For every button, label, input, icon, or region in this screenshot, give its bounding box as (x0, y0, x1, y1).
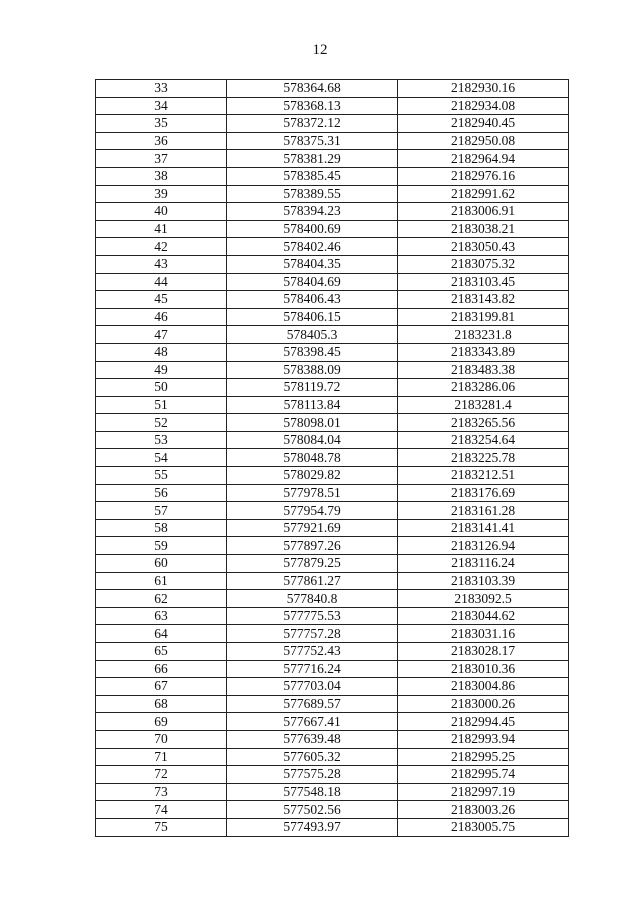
point-number-cell: 71 (96, 748, 227, 766)
point-number-cell: 37 (96, 150, 227, 168)
x-coordinate-cell: 578098.01 (227, 414, 398, 432)
x-coordinate-cell: 577752.43 (227, 643, 398, 661)
point-number-cell: 49 (96, 361, 227, 379)
y-coordinate-cell: 2183212.51 (398, 467, 569, 485)
x-coordinate-cell: 577879.25 (227, 555, 398, 573)
y-coordinate-cell: 2183010.36 (398, 660, 569, 678)
point-number-cell: 42 (96, 238, 227, 256)
point-number-cell: 52 (96, 414, 227, 432)
table-row (96, 343, 569, 361)
y-coordinate-cell: 2183141.41 (398, 519, 569, 537)
x-coordinate-cell: 578119.72 (227, 379, 398, 397)
table-row (96, 132, 569, 150)
y-coordinate-cell: 2182995.25 (398, 748, 569, 766)
table-row (96, 115, 569, 133)
x-coordinate-cell: 577716.24 (227, 660, 398, 678)
x-coordinate-cell: 578372.12 (227, 115, 398, 133)
point-number-cell: 68 (96, 695, 227, 713)
point-number-cell: 34 (96, 97, 227, 115)
y-coordinate-cell: 2183116.24 (398, 555, 569, 573)
table-row (96, 414, 569, 432)
point-number-cell: 67 (96, 678, 227, 696)
point-number-cell: 72 (96, 766, 227, 784)
point-number-cell: 61 (96, 572, 227, 590)
y-coordinate-cell: 2182940.45 (398, 115, 569, 133)
table-row (96, 185, 569, 203)
x-coordinate-cell: 577689.57 (227, 695, 398, 713)
y-coordinate-cell: 2183103.39 (398, 572, 569, 590)
table-row (96, 379, 569, 397)
x-coordinate-cell: 578394.23 (227, 203, 398, 221)
table-row (96, 97, 569, 115)
x-coordinate-cell: 578400.69 (227, 220, 398, 238)
y-coordinate-cell: 2183103.45 (398, 273, 569, 291)
table-row (96, 255, 569, 273)
table-row (96, 291, 569, 309)
point-number-cell: 58 (96, 519, 227, 537)
y-coordinate-cell: 2183005.75 (398, 818, 569, 836)
y-coordinate-cell: 2183006.91 (398, 203, 569, 221)
point-number-cell: 53 (96, 431, 227, 449)
x-coordinate-cell: 578368.13 (227, 97, 398, 115)
y-coordinate-cell: 2183286.06 (398, 379, 569, 397)
table-row (96, 607, 569, 625)
y-coordinate-cell: 2182997.19 (398, 783, 569, 801)
x-coordinate-cell: 577757.28 (227, 625, 398, 643)
point-number-cell: 44 (96, 273, 227, 291)
point-number-cell: 47 (96, 326, 227, 344)
x-coordinate-cell: 578402.46 (227, 238, 398, 256)
point-number-cell: 41 (96, 220, 227, 238)
x-coordinate-cell: 577921.69 (227, 519, 398, 537)
y-coordinate-cell: 2182950.08 (398, 132, 569, 150)
point-number-cell: 48 (96, 343, 227, 361)
x-coordinate-cell: 578029.82 (227, 467, 398, 485)
point-number-cell: 56 (96, 484, 227, 502)
y-coordinate-cell: 2183031.16 (398, 625, 569, 643)
x-coordinate-cell: 578375.31 (227, 132, 398, 150)
y-coordinate-cell: 2183161.28 (398, 502, 569, 520)
point-number-cell: 62 (96, 590, 227, 608)
y-coordinate-cell: 2183343.89 (398, 343, 569, 361)
table-row (96, 361, 569, 379)
point-number-cell: 64 (96, 625, 227, 643)
x-coordinate-cell: 577502.56 (227, 801, 398, 819)
point-number-cell: 51 (96, 396, 227, 414)
x-coordinate-cell: 578406.43 (227, 291, 398, 309)
x-coordinate-cell: 577840.8 (227, 590, 398, 608)
table-row (96, 537, 569, 555)
y-coordinate-cell: 2183044.62 (398, 607, 569, 625)
x-coordinate-cell: 578406.15 (227, 308, 398, 326)
x-coordinate-cell: 578388.09 (227, 361, 398, 379)
y-coordinate-cell: 2183199.81 (398, 308, 569, 326)
y-coordinate-cell: 2182934.08 (398, 97, 569, 115)
x-coordinate-cell: 578404.69 (227, 273, 398, 291)
y-coordinate-cell: 2183075.32 (398, 255, 569, 273)
point-number-cell: 57 (96, 502, 227, 520)
table-row (96, 396, 569, 414)
y-coordinate-cell: 2183265.56 (398, 414, 569, 432)
point-number-cell: 59 (96, 537, 227, 555)
point-number-cell: 38 (96, 167, 227, 185)
y-coordinate-cell: 2183231.8 (398, 326, 569, 344)
x-coordinate-cell: 577897.26 (227, 537, 398, 555)
table-row (96, 308, 569, 326)
y-coordinate-cell: 2183254.64 (398, 431, 569, 449)
table-row (96, 167, 569, 185)
table-row (96, 431, 569, 449)
y-coordinate-cell: 2182991.62 (398, 185, 569, 203)
point-number-cell: 40 (96, 203, 227, 221)
point-number-cell: 75 (96, 818, 227, 836)
table-row (96, 502, 569, 520)
y-coordinate-cell: 2182976.16 (398, 167, 569, 185)
coordinates-table-body (96, 80, 569, 837)
x-coordinate-cell: 577605.32 (227, 748, 398, 766)
table-row (96, 519, 569, 537)
point-number-cell: 63 (96, 607, 227, 625)
x-coordinate-cell: 578364.68 (227, 80, 398, 98)
y-coordinate-cell: 2183092.5 (398, 590, 569, 608)
x-coordinate-cell: 577667.41 (227, 713, 398, 731)
x-coordinate-cell: 578048.78 (227, 449, 398, 467)
y-coordinate-cell: 2183281.4 (398, 396, 569, 414)
table-row (96, 818, 569, 836)
table-row (96, 220, 569, 238)
table-row (96, 572, 569, 590)
y-coordinate-cell: 2183038.21 (398, 220, 569, 238)
x-coordinate-cell: 577493.97 (227, 818, 398, 836)
point-number-cell: 33 (96, 80, 227, 98)
y-coordinate-cell: 2183004.86 (398, 678, 569, 696)
table-row (96, 590, 569, 608)
x-coordinate-cell: 577703.04 (227, 678, 398, 696)
x-coordinate-cell: 577639.48 (227, 730, 398, 748)
x-coordinate-cell: 578405.3 (227, 326, 398, 344)
point-number-cell: 36 (96, 132, 227, 150)
point-number-cell: 43 (96, 255, 227, 273)
point-number-cell: 69 (96, 713, 227, 731)
y-coordinate-cell: 2182964.94 (398, 150, 569, 168)
point-number-cell: 39 (96, 185, 227, 203)
table-row (96, 766, 569, 784)
table-row (96, 713, 569, 731)
y-coordinate-cell: 2182994.45 (398, 713, 569, 731)
y-coordinate-cell: 2183050.43 (398, 238, 569, 256)
table-row (96, 695, 569, 713)
point-number-cell: 46 (96, 308, 227, 326)
page-number: 12 (312, 42, 328, 58)
y-coordinate-cell: 2183225.78 (398, 449, 569, 467)
x-coordinate-cell: 578084.04 (227, 431, 398, 449)
table-row (96, 467, 569, 485)
y-coordinate-cell: 2183143.82 (398, 291, 569, 309)
y-coordinate-cell: 2182995.74 (398, 766, 569, 784)
x-coordinate-cell: 577978.51 (227, 484, 398, 502)
coordinates-table (95, 79, 569, 837)
table-row (96, 643, 569, 661)
table-row (96, 80, 569, 98)
y-coordinate-cell: 2183176.69 (398, 484, 569, 502)
table-row (96, 150, 569, 168)
y-coordinate-cell: 2183483.38 (398, 361, 569, 379)
x-coordinate-cell: 577861.27 (227, 572, 398, 590)
point-number-cell: 45 (96, 291, 227, 309)
y-coordinate-cell: 2183126.94 (398, 537, 569, 555)
x-coordinate-cell: 578389.55 (227, 185, 398, 203)
y-coordinate-cell: 2182993.94 (398, 730, 569, 748)
x-coordinate-cell: 577548.18 (227, 783, 398, 801)
point-number-cell: 60 (96, 555, 227, 573)
y-coordinate-cell: 2183028.17 (398, 643, 569, 661)
x-coordinate-cell: 578381.29 (227, 150, 398, 168)
table-row (96, 660, 569, 678)
x-coordinate-cell: 578113.84 (227, 396, 398, 414)
table-row (96, 484, 569, 502)
y-coordinate-cell: 2183003.26 (398, 801, 569, 819)
y-coordinate-cell: 2183000.26 (398, 695, 569, 713)
point-number-cell: 65 (96, 643, 227, 661)
table-row (96, 203, 569, 221)
point-number-cell: 73 (96, 783, 227, 801)
point-number-cell: 54 (96, 449, 227, 467)
table-row (96, 625, 569, 643)
point-number-cell: 55 (96, 467, 227, 485)
table-row (96, 273, 569, 291)
table-row (96, 555, 569, 573)
table-row (96, 801, 569, 819)
table-row (96, 783, 569, 801)
table-row (96, 678, 569, 696)
point-number-cell: 50 (96, 379, 227, 397)
x-coordinate-cell: 577575.28 (227, 766, 398, 784)
table-row (96, 748, 569, 766)
point-number-cell: 74 (96, 801, 227, 819)
y-coordinate-cell: 2182930.16 (398, 80, 569, 98)
x-coordinate-cell: 577775.53 (227, 607, 398, 625)
x-coordinate-cell: 578404.35 (227, 255, 398, 273)
x-coordinate-cell: 578398.45 (227, 343, 398, 361)
point-number-cell: 70 (96, 730, 227, 748)
table-row (96, 238, 569, 256)
table-row (96, 326, 569, 344)
x-coordinate-cell: 577954.79 (227, 502, 398, 520)
point-number-cell: 66 (96, 660, 227, 678)
x-coordinate-cell: 578385.45 (227, 167, 398, 185)
table-row (96, 449, 569, 467)
table-row (96, 730, 569, 748)
point-number-cell: 35 (96, 115, 227, 133)
